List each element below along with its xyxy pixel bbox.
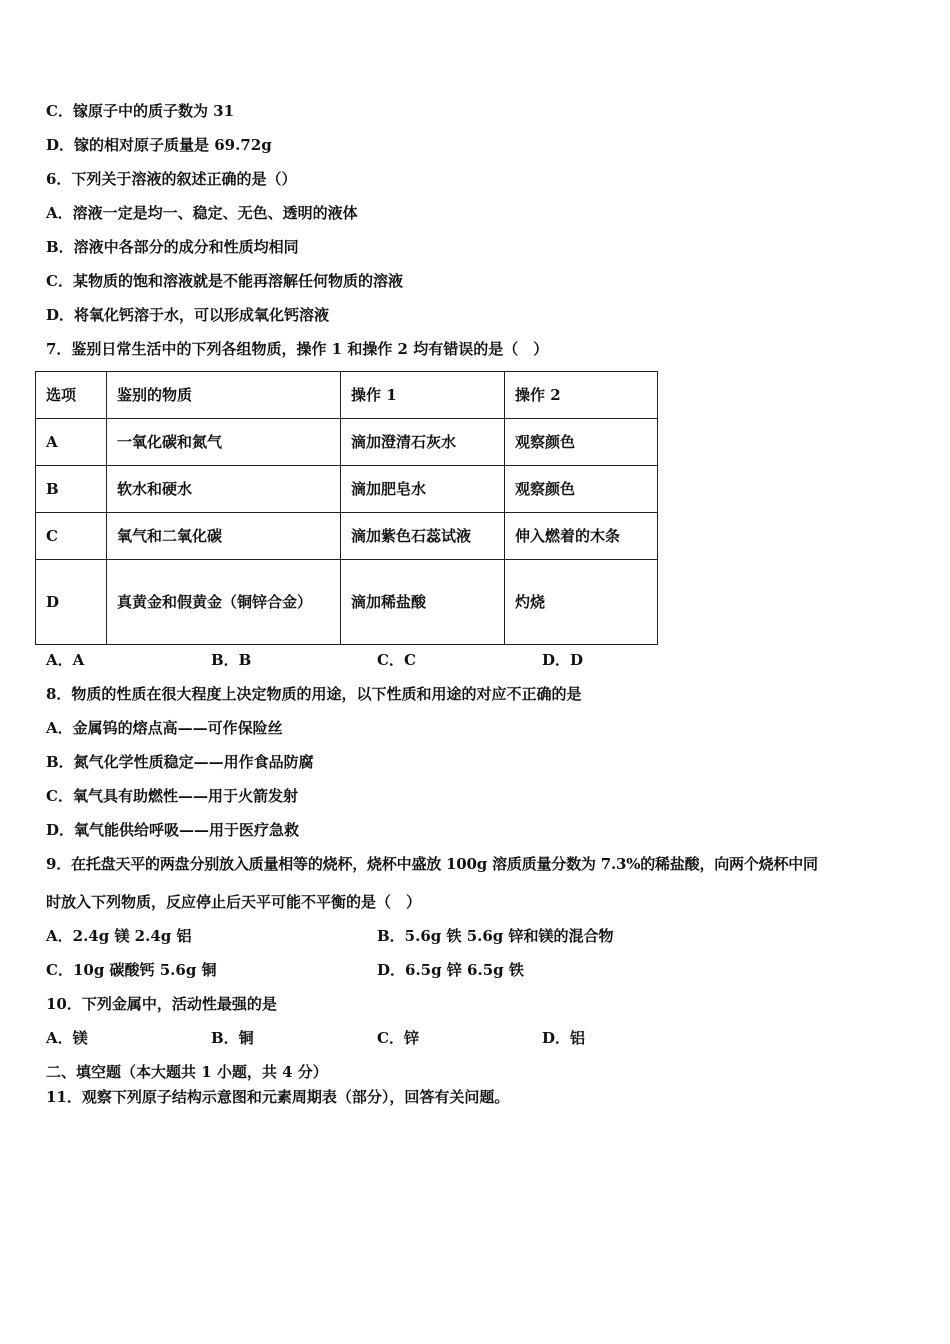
q8-stem: 8．物质的性质在很大程度上决定物质的用途，以下性质和用途的对应不正确的是 bbox=[46, 685, 582, 703]
q7-option-b: B．B bbox=[211, 651, 252, 669]
q6-stem: 6．下列关于溶液的叙述正确的是（） bbox=[46, 170, 297, 188]
table-cell: 灼烧 bbox=[505, 560, 658, 645]
table-cell: 真黄金和假黄金（铜锌合金） bbox=[117, 593, 313, 611]
q9-option-a: A．2.4g 镁 2.4g 铝 bbox=[46, 927, 192, 945]
table-header-cell: 选项 bbox=[36, 372, 107, 419]
q9-option-c: C．10g 碳酸钙 5.6g 铜 bbox=[46, 961, 217, 979]
q10-stem: 10．下列金属中，活动性最强的是 bbox=[46, 995, 277, 1013]
q7-option-a: A．A bbox=[46, 651, 85, 669]
q6-option-d: D．将氧化钙溶于水，可以形成氧化钙溶液 bbox=[46, 306, 330, 324]
table-cell: 氧气和二氧化碳 bbox=[107, 513, 341, 560]
table-header-row bbox=[36, 372, 658, 419]
q11-stem: 11．观察下列原子结构示意图和元素周期表（部分），回答有关问题。 bbox=[46, 1088, 510, 1106]
q7-option-c: C．C bbox=[377, 651, 416, 669]
q10-option-d: D．铝 bbox=[542, 1029, 586, 1047]
q5-option-c: C．镓原子中的质子数为 31 bbox=[46, 102, 235, 120]
q6-option-c: C．某物质的饱和溶液就是不能再溶解任何物质的溶液 bbox=[46, 272, 403, 290]
q7-table bbox=[35, 371, 658, 645]
q10-option-c: C．锌 bbox=[377, 1029, 419, 1047]
table-row bbox=[36, 513, 658, 560]
section-title: 二、填空题（本大题共 1 小题，共 4 分） bbox=[46, 1063, 328, 1081]
table-cell: 滴加澄清石灰水 bbox=[341, 419, 505, 466]
table-cell: B bbox=[36, 466, 107, 513]
table-row bbox=[36, 419, 658, 466]
q9-stem-line1: 9．在托盘天平的两盘分别放入质量相等的烧杯，烧杯中盛放 100g 溶质质量分数为 7.3%的稀盐酸，向两个烧杯中同 bbox=[46, 855, 818, 873]
q8-option-b: B．氮气化学性质稳定——用作食品防腐 bbox=[46, 753, 314, 771]
q10-option-b: B．铜 bbox=[211, 1029, 254, 1047]
table-row bbox=[36, 466, 658, 513]
table-cell: 伸入燃着的木条 bbox=[505, 513, 658, 560]
table-cell: C bbox=[36, 513, 107, 560]
table-cell: 观察颜色 bbox=[505, 466, 658, 513]
table-cell: D bbox=[36, 560, 107, 645]
q7-stem: 7．鉴别日常生活中的下列各组物质，操作 1 和操作 2 均有错误的是（ ） bbox=[46, 340, 549, 358]
table-cell: 滴加紫色石蕊试液 bbox=[341, 513, 505, 560]
table-row bbox=[36, 560, 658, 645]
q8-option-d: D．氧气能供给呼吸——用于医疗急救 bbox=[46, 821, 300, 839]
table-header-cell: 操作 1 bbox=[341, 372, 505, 419]
q6-option-b: B．溶液中各部分的成分和性质均相同 bbox=[46, 238, 299, 256]
q10-option-a: A．镁 bbox=[46, 1029, 88, 1047]
q5-option-d: D．镓的相对原子质量是 69.72g bbox=[46, 136, 272, 154]
q9-option-d: D．6.5g 锌 6.5g 铁 bbox=[377, 961, 524, 979]
q7-option-d: D．D bbox=[542, 651, 584, 669]
q6-option-a: A．溶液一定是均一、稳定、无色、透明的液体 bbox=[46, 204, 358, 222]
table-cell: 软水和硬水 bbox=[107, 466, 341, 513]
table-cell: 观察颜色 bbox=[505, 419, 658, 466]
q8-option-a: A．金属钨的熔点高——可作保险丝 bbox=[46, 719, 283, 737]
q8-option-c: C．氧气具有助燃性——用于火箭发射 bbox=[46, 787, 298, 805]
table-header-cell: 鉴别的物质 bbox=[107, 372, 341, 419]
table-cell: 一氧化碳和氮气 bbox=[107, 419, 341, 466]
table-cell: 滴加稀盐酸 bbox=[341, 560, 505, 645]
q9-stem-line2: 时放入下列物质，反应停止后天平可能不平衡的是（ ） bbox=[46, 893, 422, 911]
q9-option-b: B．5.6g 铁 5.6g 锌和镁的混合物 bbox=[377, 927, 614, 945]
table-cell: 滴加肥皂水 bbox=[341, 466, 505, 513]
table-cell: A bbox=[36, 419, 107, 466]
table-header-cell: 操作 2 bbox=[505, 372, 658, 419]
